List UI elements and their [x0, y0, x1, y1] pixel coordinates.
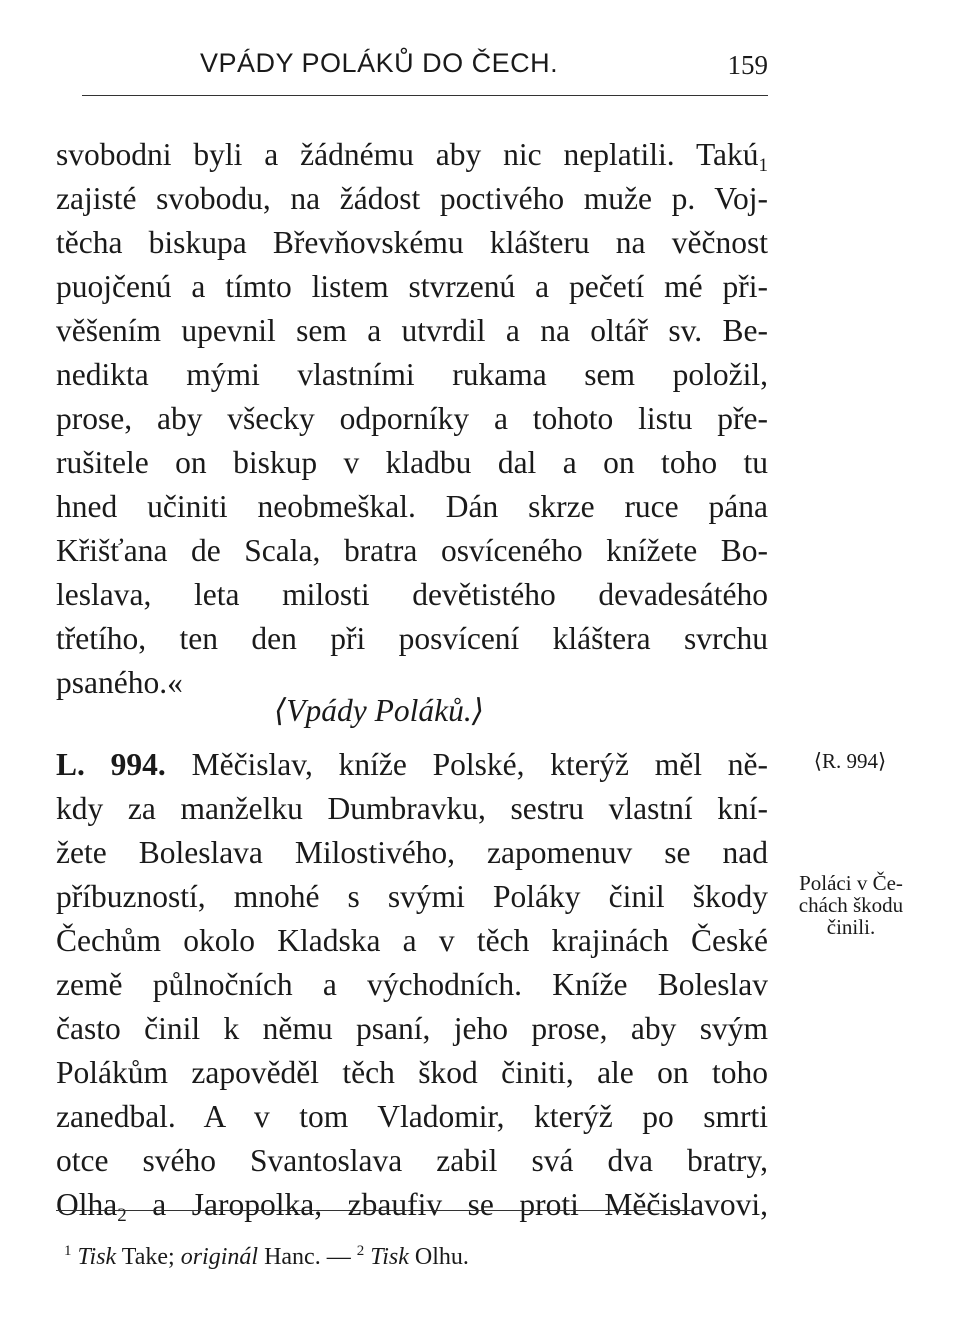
text-line: Polákům zapověděl těch škod činiti, ale on toho: [56, 1055, 768, 1090]
text-line: těcha biskupa Břevňovskému klášteru na věčnost: [56, 225, 768, 260]
text-line: zanedbal. A v tom Vladomir, kterýž po smrti: [56, 1099, 768, 1134]
text-line: Křišťana de Scala, bratra osvíceného knížete Bo-: [56, 533, 768, 568]
text-line: hned učiniti neobmeškal. Dán skrze ruce pána: [56, 489, 768, 524]
header-rule: [82, 95, 768, 96]
running-header: [200, 48, 768, 90]
footnote-number: 2: [356, 1243, 365, 1259]
section-heading: ⟨Vpády Poláků.⟩: [274, 693, 485, 728]
text-line: psaného.«: [56, 665, 183, 700]
text-line: L. 994. Měčislav, kníže Polské, kterýž měl ně-: [56, 747, 769, 782]
text-line: třetího, ten den při posvícení kláštera svrchu: [56, 621, 768, 656]
margin-summary-note: Poláci v Če- chách škodu činili.: [798, 871, 904, 939]
text-line: často činil k němu psaní, jeho prose, aby svým: [56, 1011, 768, 1046]
text-line: žete Boleslava Milostivého, zapomenuv se nad: [56, 835, 768, 870]
text-line: prose, aby všecky odporníky a tohoto listu pře-: [56, 401, 768, 436]
text-line: svobodni byli a žádnému aby nic neplatili. Takú$_1$: [56, 137, 768, 176]
running-title: VPÁDY POLÁKŮ DO ČECH.: [200, 48, 559, 78]
text-line: puojčenú a tímto listem stvrzenú a pečetí mé při-: [56, 269, 768, 304]
text-line: věšením upevnil sem a utvrdil a na oltář sv. Be-: [56, 313, 768, 348]
text-line: příbuzností, mnohé s svými Poláky činil škody: [56, 879, 768, 914]
footnotes: $^1$ Tisk Take; originál Hanc. — $^2$ Tisk Olhu.: [64, 1243, 469, 1270]
text-line: země půlnočních a východních. Kníže Boleslav: [56, 967, 768, 1002]
text-line: kdy za manželku Dumbravku, sestru vlastní kní-: [56, 791, 768, 826]
text-line: nedikta mými vlastními rukama sem položil,: [56, 357, 768, 392]
text-line: Olha$_2$ a Jaropolka, zbaufiv se proti Měčislavovi,: [56, 1187, 768, 1226]
footnote-number: 1: [64, 1243, 72, 1259]
page-number: 159: [727, 50, 768, 80]
entry-year: L. 994.: [56, 747, 166, 782]
text-line: rušitele on biskup v kladbu dal a on toho tu: [56, 445, 768, 480]
text-line: leslava, leta milosti devětistého devadesátého: [56, 577, 768, 612]
text-line: Čechům okolo Kladska a v těch krajinách České: [56, 923, 768, 958]
footnote-rule: [56, 1210, 692, 1211]
margin-year-note: ⟨R. 994⟩: [813, 749, 887, 773]
footnote-mark: 1: [758, 155, 768, 176]
text-line: otce svého Svantoslava zabil svá dva bratry,: [56, 1143, 768, 1178]
footnote-mark: 2: [117, 1205, 127, 1226]
text-line: zajisté svobodu, na žádost poctivého muže p. Voj-: [56, 181, 768, 216]
